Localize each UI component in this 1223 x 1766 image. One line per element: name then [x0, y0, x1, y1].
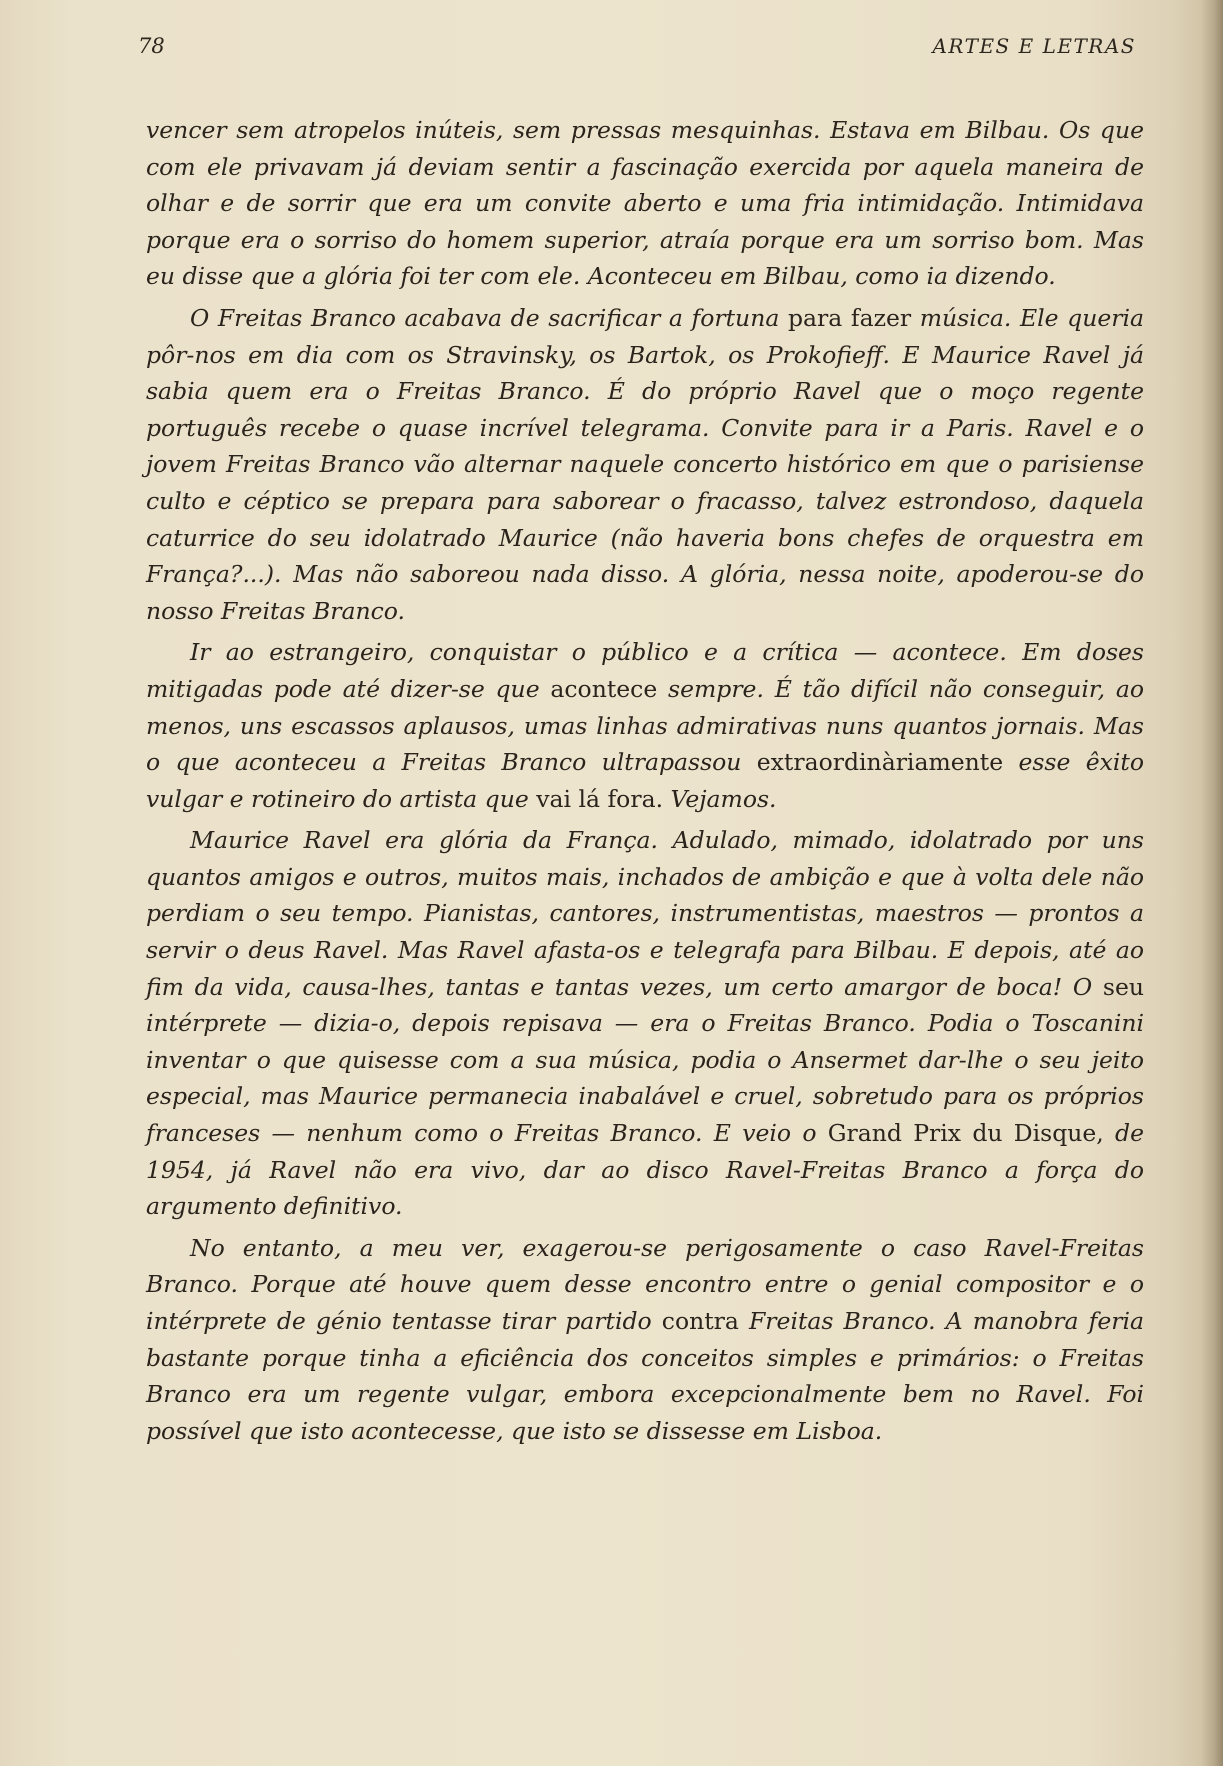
text-segment: No entanto, a meu ver, exagerou-se perigosamente o caso Ravel-Freitas Branco. Porque até houve quem desse encontro entre o genial compositor e o intérprete de génio tentasse tirar partido [146, 1233, 1144, 1335]
page-header [138, 34, 1136, 68]
text-segment: de 1954, já Ravel não era vivo, dar ao disco Ravel-Freitas Branco a força do argumento definitivo. [146, 1119, 1144, 1221]
text-segment: para fazer [787, 303, 920, 332]
paragraph [146, 112, 1144, 295]
text-segment: intérprete — dizia-o, depois repisava — era o Freitas Branco. Podia o Toscanini inventar o que quisesse com a sua música, podia o Ansermet dar-lhe o seu jeito especial, mas Maurice permanecia inabalável e cruel, sobretudo para os próprios franceses — nenhum como o Freitas Branco. E veio o [146, 1009, 1144, 1148]
paragraph [146, 634, 1144, 817]
text-segment: seu [1102, 972, 1144, 1001]
paragraph [146, 300, 1144, 629]
running-head: ARTES E LETRAS [932, 34, 1136, 58]
text-segment: Maurice Ravel era glória da França. Adulado, mimado, idolatrado por uns quantos amigos e outros, muitos mais, inchados de ambição e que à volta dele não perdiam o seu tempo. Pianistas, cantores, instrumentistas, maestros — prontos a servir o deus Ravel. Mas Ravel afasta-os e telegrafa para Bilbau. E depois, até ao fim da vida, causa-lhes, tantas e tantas vezes, um certo amargor de boca! O [146, 826, 1144, 1001]
text-segment: vai lá fora. [536, 784, 671, 813]
text-segment: Vejamos. [670, 784, 777, 813]
text-segment: música. Ele queria pôr-nos em dia com os Stravinsky, os Bartok, os Prokofieff. E Maurice Ravel já sabia quem era o Freitas Branco. É do próprio Ravel que o moço regente português recebe o quase incrível telegrama. Convite para ir a Paris. Ravel e o jovem Freitas Branco vão alternar naquele concerto histórico em que o parisiense culto e céptico se prepara para saborear o fracasso, talvez estrondoso, daquela caturrice do seu idolatrado Maurice (não haveria bons chefes de orquestra em França?...). Mas não saboreou nada disso. A glória, nessa noite, apoderou-se do nosso Freitas Branco. [146, 303, 1145, 625]
text-segment: Ir ao estrangeiro, conquistar o público e a crítica — acontece. Em doses mitigadas pode até dizer-se que [146, 638, 1144, 703]
text-segment: O Freitas Branco acabava de sacrificar a fortuna [190, 303, 788, 332]
text-segment: vencer sem atropelos inúteis, sem pressas mesquinhas. Estava em Bilbau. Os que com ele privavam já deviam sentir a fascinação exercida por aquela maneira de olhar e de sorrir que era um convite aberto e uma fria intimidação. Intimidava porque era o sorriso do homem superior, atraía porque era um sorriso bom. Mas eu disse que a glória foi ter com ele. Aconteceu em Bilbau, como ia dizendo. [146, 116, 1144, 291]
text-segment: contra [661, 1307, 749, 1335]
text-segment: acontece [550, 674, 669, 703]
paragraph [146, 1230, 1144, 1450]
text-segment: esse êxito vulgar e rotineiro do artista que [146, 748, 1144, 813]
text-segment: Grand Prix du Disque, [827, 1119, 1116, 1148]
text-segment: Freitas Branco. A manobra feria bastante porque tinha a eficiência dos conceitos simples e primários: o Freitas Branco era um regente vulgar, embora excepcionalmente bem no Ravel. Foi possível que isto acontecesse, que isto se dissesse em Lisboa. [146, 1307, 1144, 1445]
body-text [146, 112, 1144, 1454]
paragraph [146, 822, 1144, 1225]
page-number: 78 [138, 34, 165, 58]
text-segment: extraordinàriamente [756, 748, 1019, 777]
text-segment: sempre. É tão difícil não conseguir, ao menos, uns escassos aplausos, umas linhas admirativas nuns quantos jornais. Mas o que aconteceu a Freitas Branco ultrapassou [146, 674, 1144, 777]
spine-shadow [1201, 0, 1223, 1766]
